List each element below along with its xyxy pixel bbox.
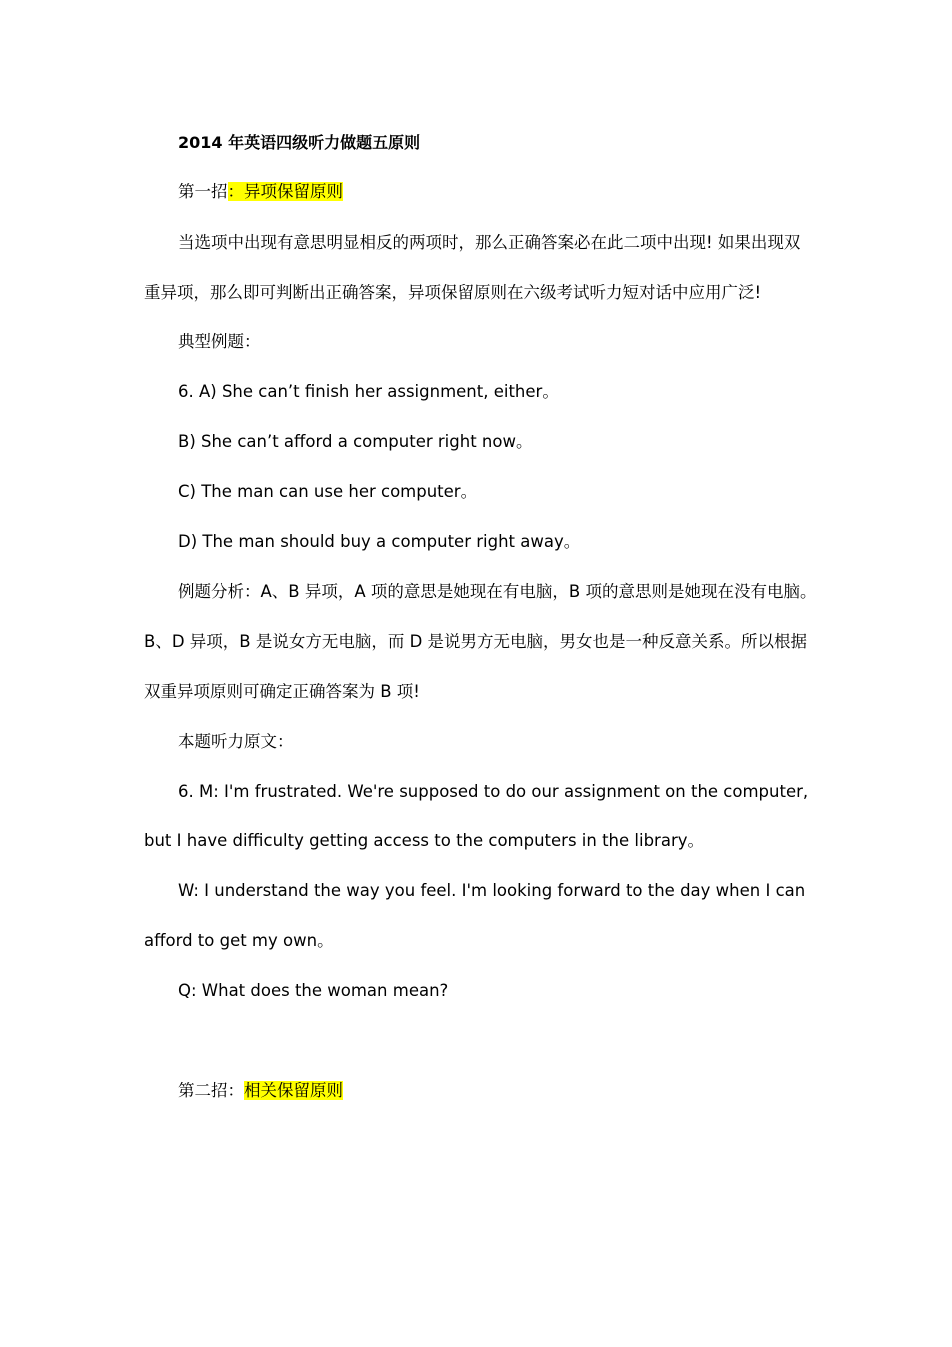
section-1-prefix: 第一招 (178, 182, 228, 201)
paragraph-1-line-1: 当选项中出现有意思明显相反的两项时，那么正确答案必在此二项中出现! 如果出现双 (178, 233, 801, 252)
example-label: 典型例题： (178, 332, 261, 351)
section-heading-1 (178, 180, 343, 204)
transcript-woman-line-2: afford to get my own。 (144, 931, 334, 950)
section-heading-2 (178, 1079, 343, 1103)
transcript-label: 本题听力原文： (178, 732, 294, 751)
document-title: 2014 年英语四级听力做题五原则 (178, 133, 421, 152)
transcript-question: Q: What does the woman mean? (178, 981, 449, 1000)
section-1-highlight: ：异项保留原则 (227, 182, 343, 201)
transcript-woman-line-1: W: I understand the way you feel. I'm looking forward to the day when I can (178, 881, 806, 900)
analysis-line-2: B、D 异项，B 是说女方无电脑，而 D 是说男方无电脑，男女也是一种反意关系。所以根据 (144, 632, 808, 651)
analysis-line-1: 例题分析：A、B 异项，A 项的意思是她现在有电脑，B 项的意思则是她现在没有电脑。 (178, 582, 817, 601)
option-b: B) She can’t afford a computer right now。 (178, 432, 533, 451)
paragraph-1-line-2: 重异项，那么即可判断出正确答案，异项保留原则在六级考试听力短对话中应用广泛! (144, 283, 762, 302)
section-2-highlight: 相关保留原则 (244, 1081, 343, 1100)
option-d: D) The man should buy a computer right away。 (178, 532, 581, 551)
option-c: C) The man can use her computer。 (178, 482, 478, 501)
option-a: 6. A) She can’t finish her assignment, either。 (178, 382, 559, 401)
analysis-line-3: 双重异项原则可确定正确答案为 B 项! (144, 682, 420, 701)
transcript-man-line-2: but I have difficulty getting access to the computers in the library。 (144, 831, 705, 850)
transcript-man-line-1: 6. M: I'm frustrated. We're supposed to do our assignment on the computer, (178, 782, 809, 801)
section-2-prefix: 第二招： (178, 1081, 244, 1100)
